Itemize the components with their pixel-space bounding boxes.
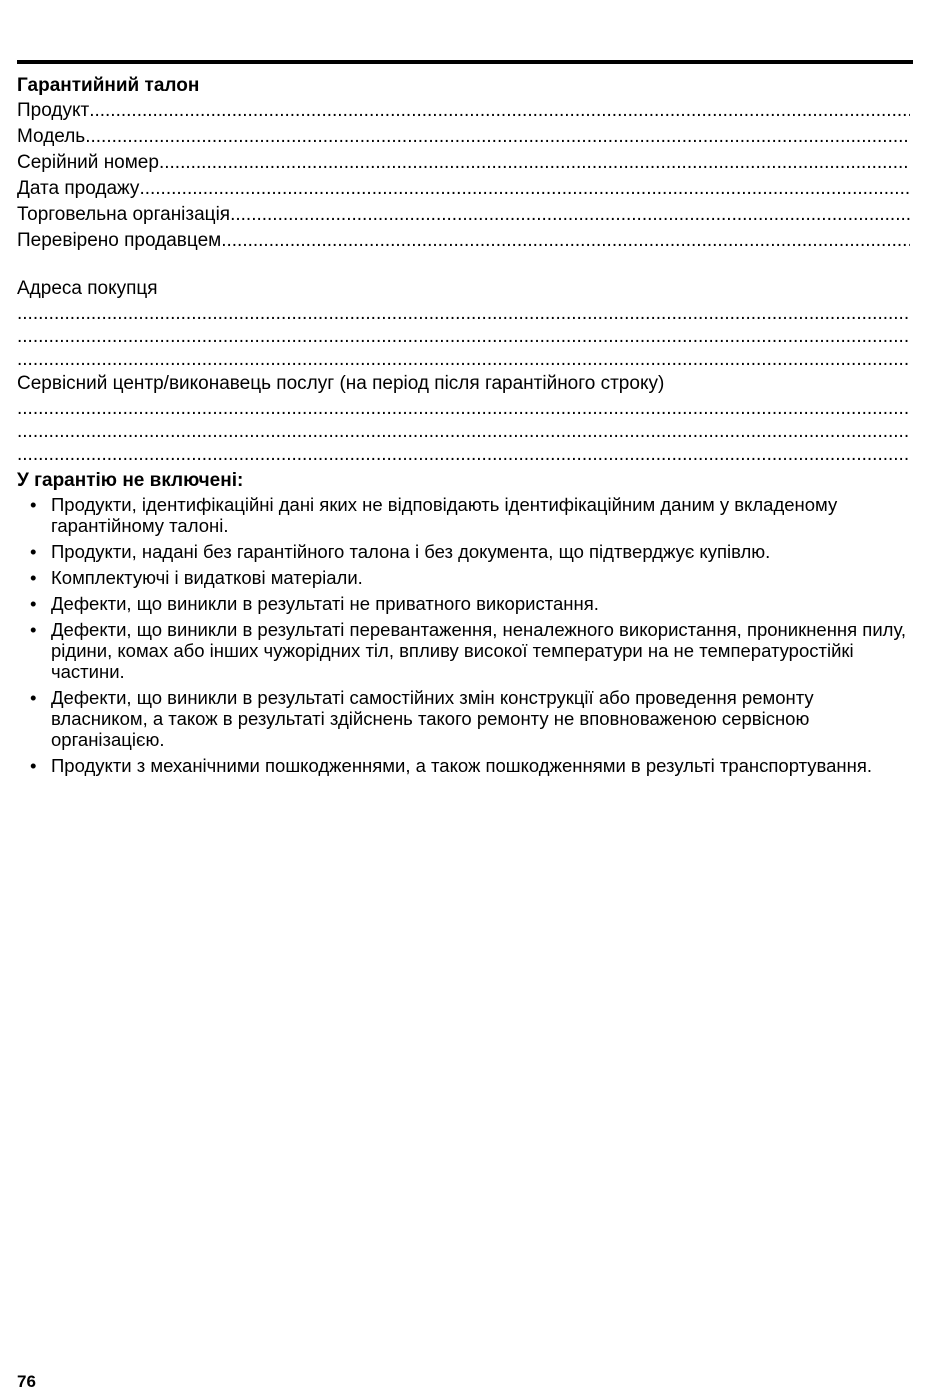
field-serial-number <box>17 150 910 176</box>
list-item <box>17 494 910 536</box>
field-checked-by-seller <box>17 228 910 254</box>
field-product <box>17 98 910 124</box>
field-label: Дата продажу <box>17 178 140 199</box>
bullet-icon: • <box>30 755 37 776</box>
buyer-address-line <box>17 325 910 348</box>
fill-line <box>230 202 910 228</box>
fill-line <box>89 98 910 124</box>
bullet-icon: • <box>30 619 37 640</box>
fill-line <box>139 176 910 202</box>
list-item-text: Дефекти, що виникли в результаті самостійних змін конструкції або проведення ремонту власником, а також в результаті здійснень такого ремонту не вповноваженою сервісною організацією. <box>51 687 814 750</box>
field-sale-date <box>17 176 910 202</box>
field-label: Серійний номер <box>17 152 159 173</box>
field-label: Продукт <box>17 100 90 121</box>
service-center-line <box>17 443 910 466</box>
field-label: Торговельна організація <box>17 204 231 225</box>
field-label: Перевірено продавцем <box>17 230 222 251</box>
list-item <box>17 755 910 776</box>
service-center-line <box>17 397 910 420</box>
buyer-address-line <box>17 302 910 325</box>
list-item <box>17 541 910 562</box>
field-model <box>17 124 910 150</box>
warranty-card <box>17 74 910 781</box>
list-item-text: Продукти, ідентифікаційні дані яких не відповідають ідентифікаційним даним у вкладеному гарантійному талоні. <box>51 494 838 536</box>
list-item-text: Комплектуючі і видаткові матеріали. <box>51 567 363 588</box>
fill-line <box>85 124 910 150</box>
fill-line <box>221 228 910 254</box>
list-item-text: Продукти, надані без гарантійного талона і без документа, що підтверджує купівлю. <box>51 541 771 562</box>
buyer-address-label: Адреса покупця <box>17 278 158 299</box>
list-item <box>17 687 910 750</box>
exclusions-list <box>17 494 910 776</box>
list-item-text: Дефекти, що виникли в результаті не приватного використання. <box>51 593 599 614</box>
bullet-icon: • <box>30 567 37 588</box>
field-trade-organization <box>17 202 910 228</box>
list-item <box>17 567 910 588</box>
buyer-address-line <box>17 348 910 371</box>
fill-line <box>159 150 910 176</box>
bullet-icon: • <box>30 541 37 562</box>
card-title: Гарантийний талон <box>17 75 200 96</box>
list-item <box>17 593 910 614</box>
service-center-line <box>17 420 910 443</box>
page-number: 76 <box>17 1372 36 1391</box>
list-item-text: Дефекти, що виникли в результаті перевантаження, неналежного використання, проникнення пилу, рідини, комах або інших чужорідних тіл, впливу високої температури на не температуростійкі частини. <box>51 619 906 682</box>
bullet-icon: • <box>30 494 37 515</box>
bullet-icon: • <box>30 687 37 708</box>
bullet-icon: • <box>30 593 37 614</box>
exclusions-title: У гарантію не включені: <box>17 470 244 491</box>
list-item <box>17 619 910 682</box>
field-label: Модель <box>17 126 86 147</box>
service-center-label: Сервісний центр/виконавець послуг (на період після гарантійного строку) <box>17 373 665 394</box>
list-item-text: Продукти з механічними пошкодженнями, а також пошкодженнями в результі транспортування. <box>51 755 873 776</box>
top-rule <box>17 60 913 64</box>
